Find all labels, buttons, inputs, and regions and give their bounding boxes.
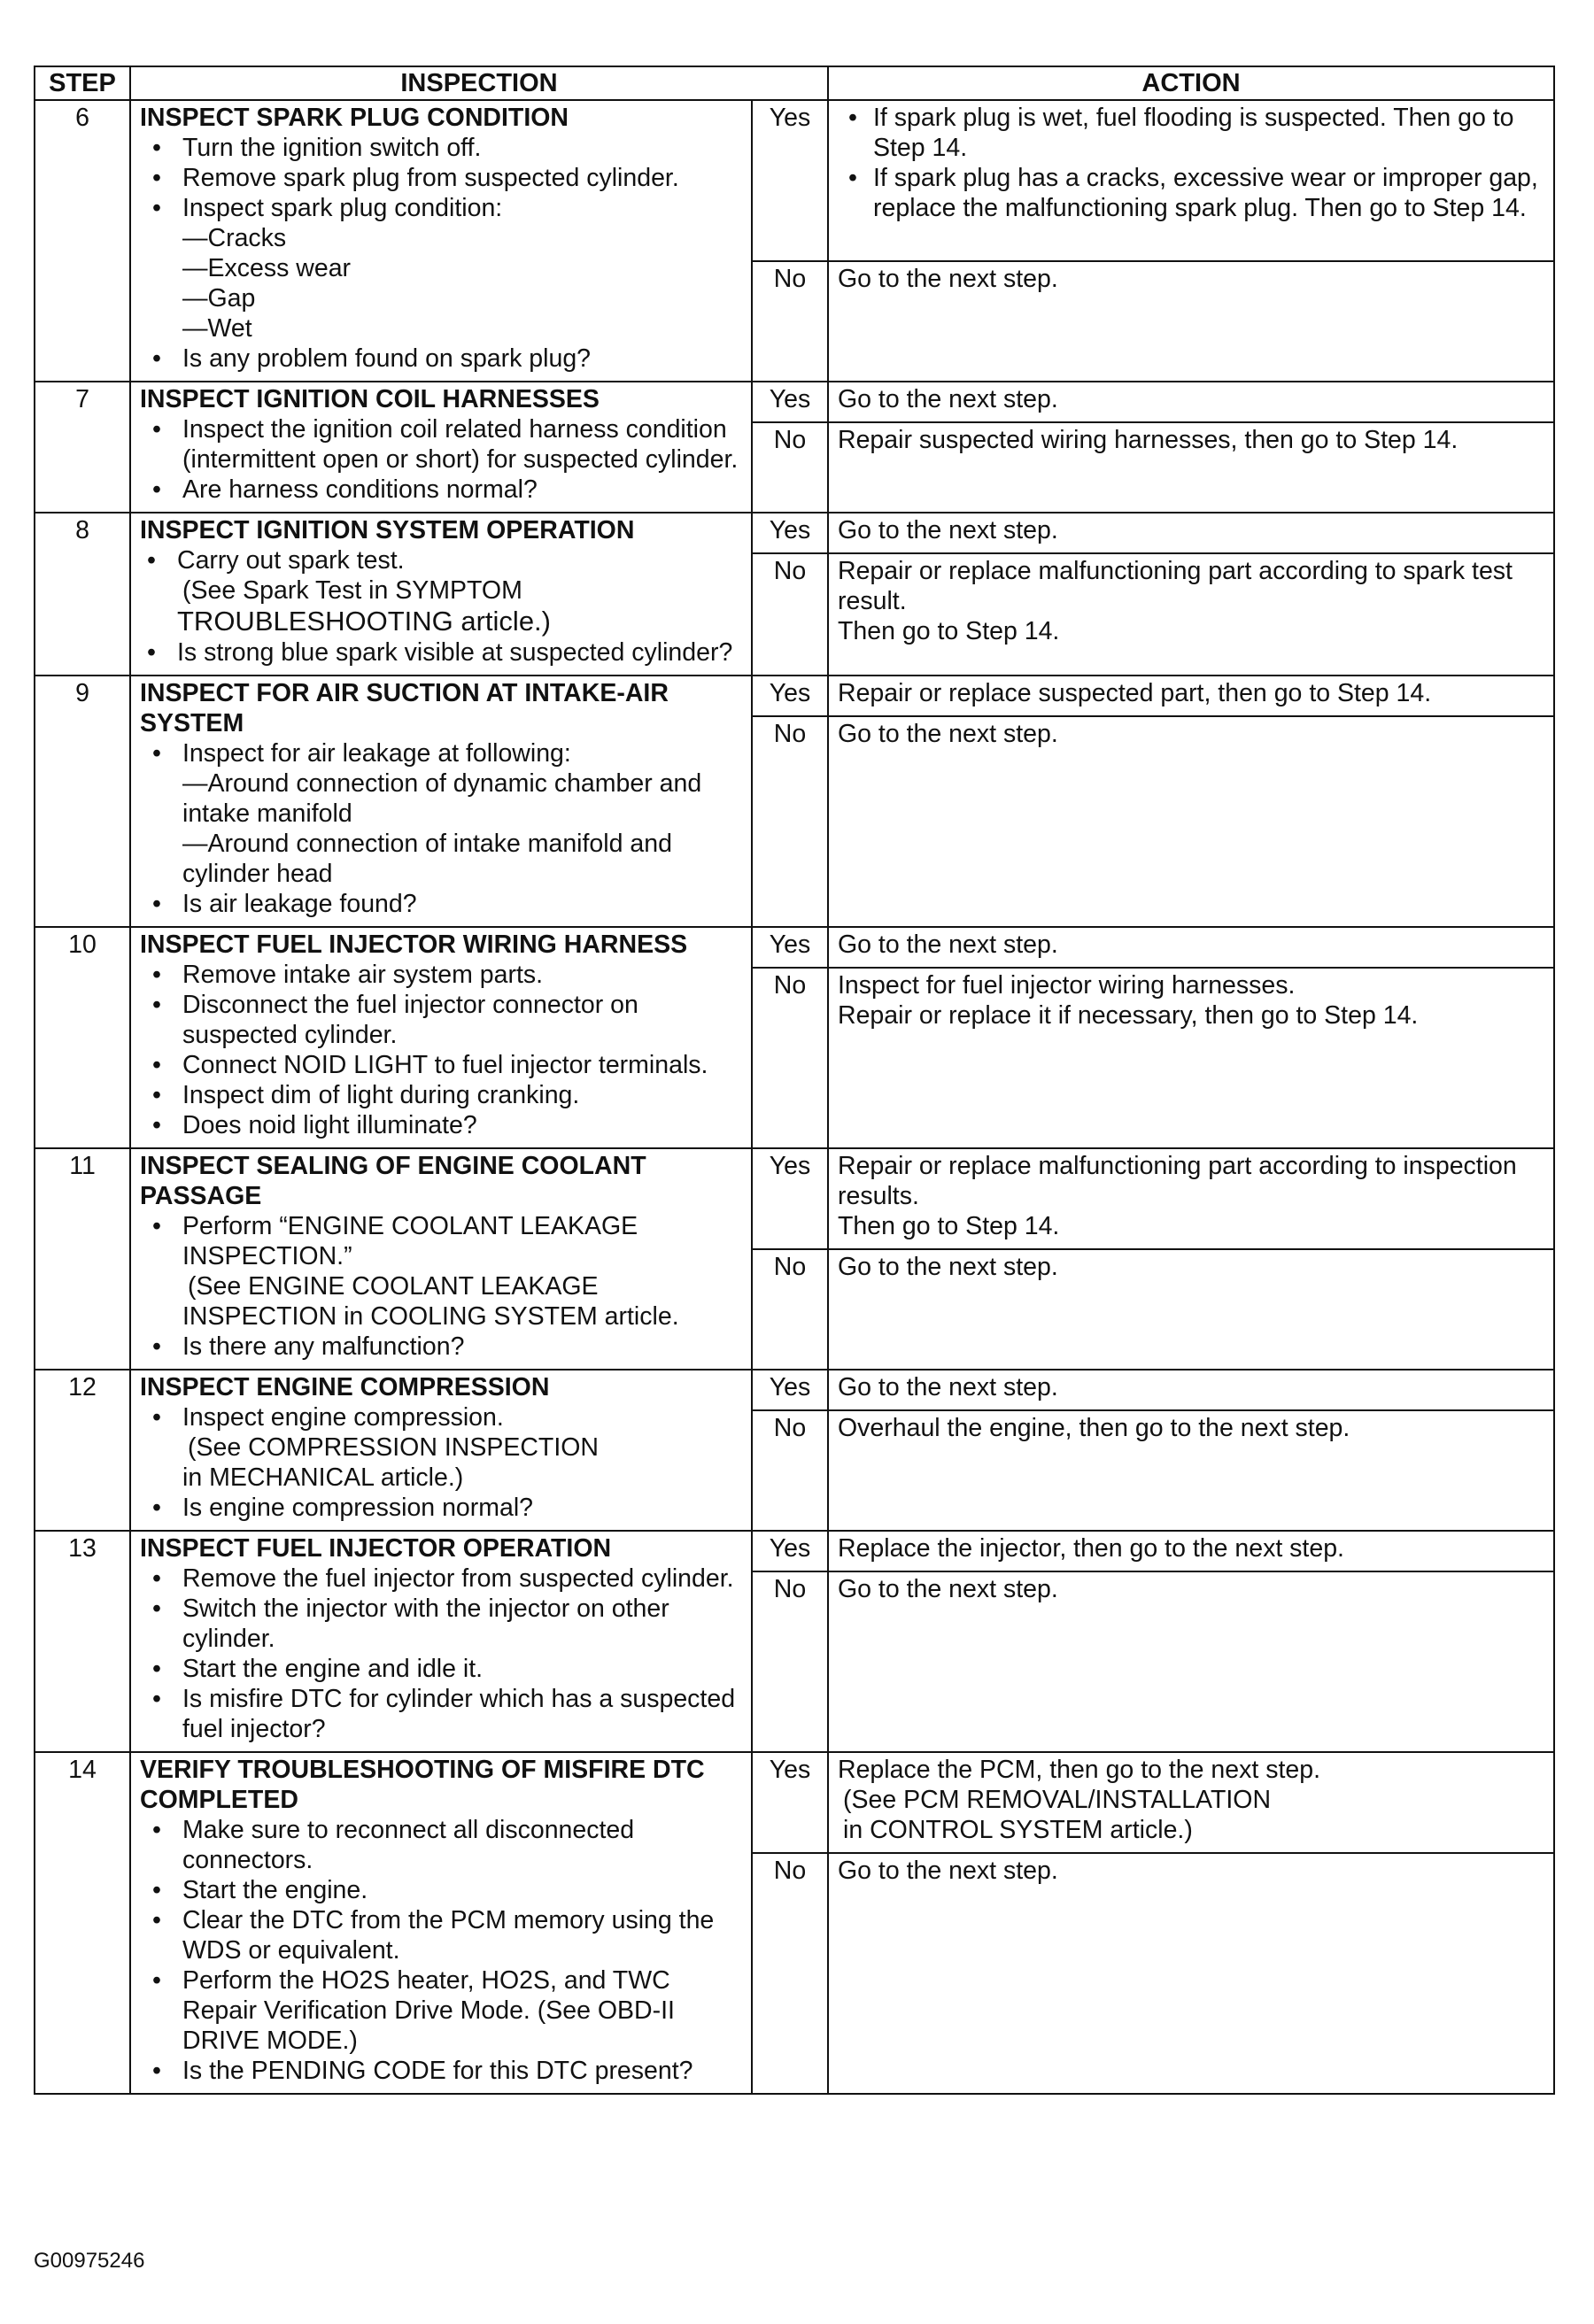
- inspection-cell: [130, 1370, 752, 1531]
- list-item: • Perform “ENGINE COOLANT LEAKAGE INSPECTION.” (See ENGINE COOLANT LEAKAGE INSPECTION in COOLING SYSTEM article.: [182, 1211, 742, 1332]
- action-yes: Go to the next step.: [828, 382, 1554, 422]
- list-item: • If spark plug is wet, fuel flooding is suspected. Then go to Step 14.: [873, 103, 1544, 163]
- table-row: [35, 382, 1554, 422]
- list-item: • Start the engine.: [182, 1875, 742, 1905]
- yes-label: Yes: [752, 1752, 828, 1853]
- list-item: • Make sure to reconnect all disconnected connectors.: [182, 1815, 742, 1875]
- no-label: No: [752, 261, 828, 382]
- action-no: [828, 968, 1554, 1148]
- action-yes: Go to the next step.: [828, 513, 1554, 553]
- inspection-list: [140, 1815, 742, 2086]
- reference-note: (See Spark Test in SYMPTOM: [182, 576, 522, 605]
- list-item: • Clear the DTC from the PCM memory using the WDS or equivalent.: [182, 1905, 742, 1965]
- action-text: Then go to Step 14.: [838, 1212, 1060, 1240]
- sub-item: — Wet: [182, 313, 742, 344]
- no-label: No: [752, 422, 828, 513]
- header-action: ACTION: [828, 66, 1554, 100]
- inspection-title: INSPECT FOR AIR SUCTION AT INTAKE-AIR SYSTEM: [140, 679, 669, 737]
- list-item: • Are harness conditions normal?: [182, 475, 742, 505]
- list-item: • Disconnect the fuel injector connector on suspected cylinder.: [182, 990, 742, 1050]
- action-no: Go to the next step.: [828, 1853, 1554, 2094]
- inspection-cell: [130, 382, 752, 513]
- action-no: [828, 553, 1554, 676]
- yes-label: Yes: [752, 382, 828, 422]
- procedure-sheet: [34, 66, 1553, 2095]
- no-label: No: [752, 1249, 828, 1370]
- action-list: [838, 103, 1544, 223]
- action-text: (See PCM REMOVAL/INSTALLATION: [843, 1786, 1272, 1814]
- inspection-cell: [130, 1148, 752, 1370]
- inspection-title: INSPECT IGNITION COIL HARNESSES: [140, 385, 600, 413]
- inspection-cell: [130, 100, 752, 382]
- list-item: • Remove the fuel injector from suspected cylinder.: [182, 1563, 742, 1594]
- sub-item: — Excess wear: [182, 253, 742, 283]
- list-item: • Is there any malfunction?: [182, 1332, 742, 1362]
- step-number: 8: [35, 513, 130, 676]
- inspection-cell: [130, 927, 752, 1148]
- list-item: • Remove intake air system parts.: [182, 960, 742, 990]
- table-row: [35, 1370, 1554, 1410]
- list-item: • Is air leakage found?: [182, 889, 742, 919]
- reference-note: (See ENGINE COOLANT LEAKAGE: [188, 1272, 599, 1301]
- list-item: • Remove spark plug from suspected cylinder.: [182, 163, 742, 193]
- sub-item: — Gap: [182, 283, 742, 313]
- no-label: No: [752, 1410, 828, 1531]
- action-no: Overhaul the engine, then go to the next step.: [828, 1410, 1554, 1531]
- table-row: [35, 100, 1554, 261]
- list-item: • If spark plug has a cracks, excessive wear or improper gap, replace the malfunctioning spark plug. Then go to Step 14.: [873, 163, 1544, 223]
- inspection-title: INSPECT SEALING OF ENGINE COOLANT PASSAGE: [140, 1152, 646, 1210]
- action-text: Repair or replace malfunctioning part according to spark test result.: [838, 557, 1513, 615]
- action-text: Repair or replace malfunctioning part according to inspection results.: [838, 1152, 1517, 1210]
- reference-note: TROUBLESHOOTING article.): [177, 606, 551, 637]
- list-item: • Is the PENDING CODE for this DTC present?: [182, 2056, 742, 2086]
- no-label: No: [752, 716, 828, 927]
- header-inspection: INSPECTION: [130, 66, 828, 100]
- action-yes: Replace the injector, then go to the next step.: [828, 1531, 1554, 1571]
- table-row: [35, 1531, 1554, 1571]
- action-no: Go to the next step.: [828, 1249, 1554, 1370]
- inspection-list: [140, 1563, 742, 1744]
- table-header-row: [35, 66, 1554, 100]
- inspection-cell: [130, 676, 752, 927]
- inspection-title: INSPECT FUEL INJECTOR OPERATION: [140, 1534, 612, 1563]
- action-yes: Go to the next step.: [828, 1370, 1554, 1410]
- inspection-title: INSPECT ENGINE COMPRESSION: [140, 1373, 550, 1401]
- action-no: Go to the next step.: [828, 716, 1554, 927]
- step-number: 14: [35, 1752, 130, 2094]
- inspection-list: [140, 738, 742, 919]
- inspection-list: [140, 1211, 742, 1362]
- list-item-text: Inspect spark plug condition:: [182, 194, 503, 222]
- header-step: STEP: [35, 66, 130, 100]
- yes-label: Yes: [752, 1148, 828, 1249]
- action-text: Replace the PCM, then go to the next step.: [838, 1756, 1320, 1784]
- list-item: • Switch the injector with the injector on other cylinder.: [182, 1594, 742, 1654]
- action-no: Repair suspected wiring harnesses, then go to Step 14.: [828, 422, 1554, 513]
- troubleshooting-table: [34, 66, 1555, 2095]
- action-yes: [828, 100, 1554, 261]
- table-row: [35, 1752, 1554, 1853]
- inspection-cell: [130, 1752, 752, 2094]
- list-item: • Turn the ignition switch off.: [182, 133, 742, 163]
- action-text: Then go to Step 14.: [838, 617, 1060, 645]
- reference-note: in MECHANICAL article.): [182, 1463, 464, 1492]
- step-number: 9: [35, 676, 130, 927]
- inspection-list: [140, 545, 742, 668]
- action-yes: [828, 1752, 1554, 1853]
- action-text: in CONTROL SYSTEM article.): [843, 1816, 1193, 1844]
- inspection-cell: [130, 1531, 752, 1752]
- step-number: 7: [35, 382, 130, 513]
- step-number: 13: [35, 1531, 130, 1752]
- list-item: • Inspect dim of light during cranking.: [182, 1080, 742, 1110]
- list-item: [182, 193, 742, 344]
- step-number: 10: [35, 927, 130, 1148]
- list-item: • Is misfire DTC for cylinder which has a suspected fuel injector?: [182, 1684, 742, 1744]
- action-yes: Repair or replace suspected part, then go to Step 14.: [828, 676, 1554, 716]
- inspection-list: [140, 1402, 742, 1523]
- step-number: 12: [35, 1370, 130, 1531]
- yes-label: Yes: [752, 100, 828, 261]
- inspection-list: [140, 414, 742, 505]
- figure-code: G00975246: [34, 2249, 145, 2273]
- list-item: • Inspect the ignition coil related harness condition (intermittent open or short) for suspected cylinder.: [182, 414, 742, 475]
- inspection-title: VERIFY TROUBLESHOOTING OF MISFIRE DTC COMPLETED: [140, 1756, 705, 1814]
- inspection-title: INSPECT SPARK PLUG CONDITION: [140, 104, 569, 132]
- list-item: • Inspect engine compression. (See COMPRESSION INSPECTION in MECHANICAL article.): [182, 1402, 742, 1493]
- action-text: Inspect for fuel injector wiring harnesses.: [838, 971, 1296, 1000]
- yes-label: Yes: [752, 1531, 828, 1571]
- inspection-cell: [130, 513, 752, 676]
- reference-note: (See COMPRESSION INSPECTION: [188, 1433, 600, 1462]
- list-item: • Start the engine and idle it.: [182, 1654, 742, 1684]
- step-number: 6: [35, 100, 130, 382]
- inspection-list: [140, 133, 742, 374]
- table-row: [35, 676, 1554, 716]
- yes-label: Yes: [752, 927, 828, 968]
- list-item: • Is engine compression normal?: [182, 1493, 742, 1523]
- no-label: No: [752, 1571, 828, 1752]
- list-item: • Perform the HO2S heater, HO2S, and TWC Repair Verification Drive Mode. (See OBD-II DRIVE MODE.): [182, 1965, 742, 2056]
- yes-label: Yes: [752, 1370, 828, 1410]
- list-item: • Does noid light illuminate?: [182, 1110, 742, 1140]
- list-item: • Carry out spark test. (See Spark Test in SYMPTOM TROUBLESHOOTING article.): [177, 545, 742, 637]
- list-item: • Is strong blue spark visible at suspected cylinder?: [177, 637, 742, 668]
- yes-label: Yes: [752, 676, 828, 716]
- action-yes: Go to the next step.: [828, 927, 1554, 968]
- no-label: No: [752, 1853, 828, 2094]
- list-item: • Inspect for air leakage at following: — Around connection of dynamic chamber and intake manifold — Around connection of intake manifold and cylinder head: [182, 738, 742, 889]
- sub-item: — Around connection of intake manifold and cylinder head: [182, 829, 742, 889]
- action-yes: [828, 1148, 1554, 1249]
- action-text: Repair or replace it if necessary, then go to Step 14.: [838, 1001, 1419, 1030]
- sub-item: — Cracks: [182, 223, 742, 253]
- inspection-list: [140, 960, 742, 1140]
- inspection-title: INSPECT FUEL INJECTOR WIRING HARNESS: [140, 930, 688, 959]
- table-row: [35, 927, 1554, 968]
- reference-note: INSPECTION in COOLING SYSTEM article.: [182, 1302, 679, 1331]
- yes-label: Yes: [752, 513, 828, 553]
- no-label: No: [752, 553, 828, 676]
- table-row: [35, 513, 1554, 553]
- list-item: • Is any problem found on spark plug?: [182, 344, 742, 374]
- action-no: Go to the next step.: [828, 261, 1554, 382]
- table-row: [35, 1148, 1554, 1249]
- inspection-title: INSPECT IGNITION SYSTEM OPERATION: [140, 516, 635, 544]
- no-label: No: [752, 968, 828, 1148]
- action-no: Go to the next step.: [828, 1571, 1554, 1752]
- step-number: 11: [35, 1148, 130, 1370]
- sub-item: — Around connection of dynamic chamber and intake manifold: [182, 768, 742, 829]
- list-item: • Connect NOID LIGHT to fuel injector terminals.: [182, 1050, 742, 1080]
